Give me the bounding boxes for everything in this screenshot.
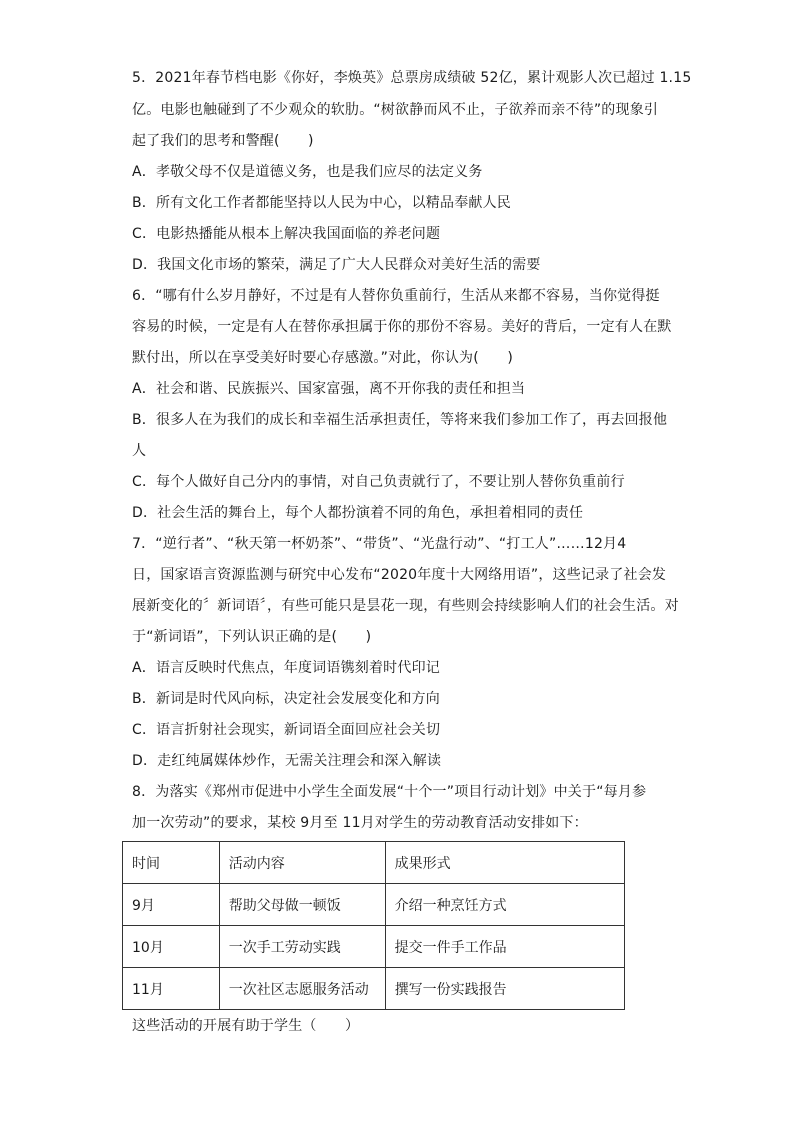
table-header-cell: 时间 bbox=[123, 842, 220, 884]
q8-stem-line-2: 加一次劳动”的要求，某校 9月至 11月对学生的劳动教育活动安排如下： bbox=[132, 815, 588, 831]
q5-option-b: B．所有文化工作者都能坚持以人民为中心，以精品奉献人民 bbox=[132, 195, 512, 211]
q6-option-b-line-1: B．很多人在为我们的成长和幸福生活承担责任，等将来我们参加工作了，再去回报他 bbox=[132, 412, 668, 428]
table-cell: 一次社区志愿服务活动 bbox=[219, 968, 385, 1010]
table-cell: 帮助父母做一顿饭 bbox=[219, 884, 385, 926]
q5-stem-line-3: 起了我们的思考和警醒( ) bbox=[132, 133, 314, 149]
table-cell: 10月 bbox=[123, 926, 220, 968]
q6-option-d: D．社会生活的舞台上，每个人都扮演着不同的角色，承担着相同的责任 bbox=[132, 505, 584, 521]
q7-option-a: A．语言反映时代焦点，年度词语镌刻着时代印记 bbox=[132, 660, 440, 676]
q7-option-c: C．语言折射社会现实，新词语全面回应社会关切 bbox=[132, 722, 441, 738]
q7-stem-line-2: 日，国家语言资源监测与研究中心发布“2020年度十大网络用语”，这些记录了社会发 bbox=[132, 567, 667, 583]
q6-option-c: C．每个人做好自己分内的事情，对自己负责就行了，不要让别人替你负重前行 bbox=[132, 474, 625, 490]
table-row bbox=[123, 884, 625, 926]
table-cell: 介绍一种烹饪方式 bbox=[385, 884, 624, 926]
q6-option-b-line-2: 人 bbox=[132, 443, 147, 459]
q5-option-d: D．我国文化市场的繁荣，满足了广大人民群众对美好生活的需要 bbox=[132, 257, 541, 273]
table-cell: 11月 bbox=[123, 968, 220, 1010]
table-cell: 一次手工劳动实践 bbox=[219, 926, 385, 968]
q5-stem-line-1: 5．2021年春节档电影《你好，李焕英》总票房成绩破 52亿，累计观影人次已超过 1.15 bbox=[132, 70, 692, 86]
table-row bbox=[123, 926, 625, 968]
q6-option-a: A．社会和谐、民族振兴、国家富强，离不开你我的责任和担当 bbox=[132, 381, 526, 397]
table-header-cell: 成果形式 bbox=[385, 842, 624, 884]
activity-schedule-table bbox=[122, 841, 625, 1010]
q5-option-c: C．电影热播能从根本上解决我国面临的养老问题 bbox=[132, 226, 441, 242]
q7-stem-line-1: 7．“逆行者”、“秋天第一杯奶茶”、“带货”、“光盘行动”、“打工人”……12月4 bbox=[132, 536, 627, 552]
table-header-cell: 活动内容 bbox=[219, 842, 385, 884]
q7-stem-line-4: 于“新词语”，下列认识正确的是( ) bbox=[132, 629, 372, 645]
q8-stem-line-1: 8．为落实《郑州市促进中小学生全面发展“十个一”项目行动计划》中关于“每月参 bbox=[132, 784, 647, 800]
q5-stem-line-2: 亿。电影也触碰到了不少观众的软肋。“树欲静而风不止，子欲养而亲不待”的现象引 bbox=[132, 102, 659, 118]
q7-option-d: D．走红纯属媒体炒作，无需关注理会和深入解读 bbox=[132, 753, 442, 769]
q6-stem-line-3: 默付出，所以在享受美好时要心存感激。”对此，你认为( ) bbox=[132, 350, 513, 366]
q7-stem-line-3: 展新变化的〞新词语〞，有些可能只是昙花一现，有些则会持续影响人们的社会生活。对 bbox=[132, 598, 679, 614]
table-cell: 提交一件手工作品 bbox=[385, 926, 624, 968]
table-header-row bbox=[123, 842, 625, 884]
table-cell: 9月 bbox=[123, 884, 220, 926]
q6-stem-line-2: 容易的时候，一定是有人在替你承担属于你的那份不容易。美好的背后，一定有人在默 bbox=[132, 319, 672, 335]
q8-closing-line: 这些活动的开展有助于学生（ ） bbox=[132, 1018, 360, 1034]
table-cell: 撰写一份实践报告 bbox=[385, 968, 624, 1010]
q5-option-a: A．孝敬父母不仅是道德义务，也是我们应尽的法定义务 bbox=[132, 164, 483, 180]
table-row bbox=[123, 968, 625, 1010]
q7-option-b: B．新词是时代风向标，决定社会发展变化和方向 bbox=[132, 691, 441, 707]
q6-stem-line-1: 6．“哪有什么岁月静好，不过是有人替你负重前行，生活从来都不容易，当你觉得挺 bbox=[132, 288, 660, 304]
